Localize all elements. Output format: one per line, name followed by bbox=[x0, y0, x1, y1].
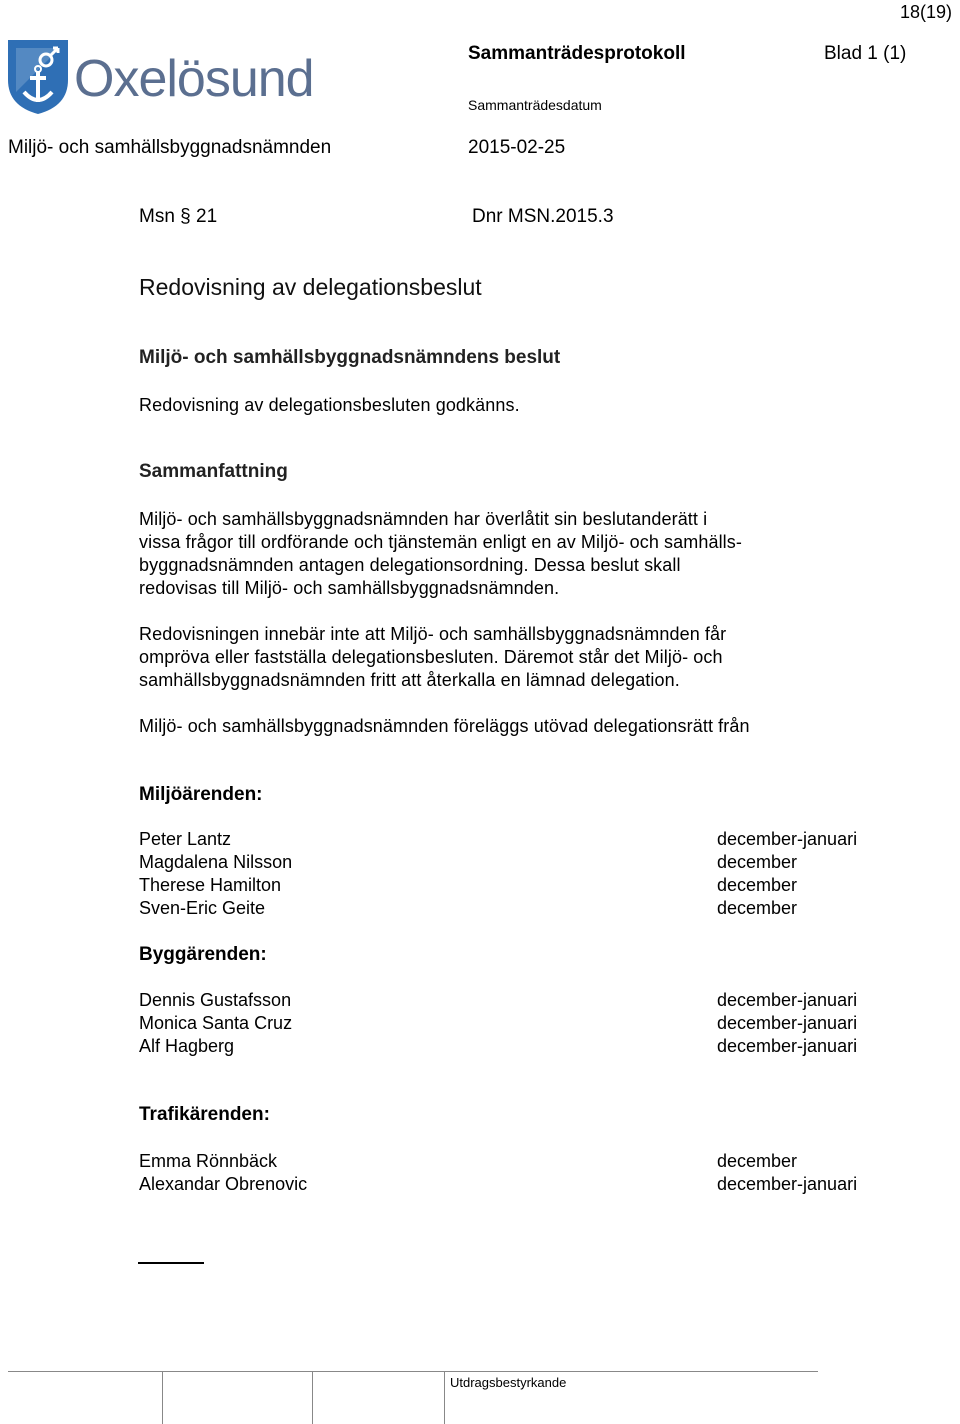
summary-heading: Sammanfattning bbox=[139, 461, 288, 482]
decision-text: Redovisning av delegationsbesluten godkänns. bbox=[139, 395, 520, 415]
delegate-period: december-januari bbox=[717, 1036, 858, 1056]
group-heading-environment: Miljöärenden: bbox=[139, 784, 263, 805]
coat-of-arms-icon bbox=[8, 40, 68, 114]
delegate-name: Magdalena Nilsson bbox=[139, 852, 293, 872]
delegate-period: december bbox=[717, 1151, 798, 1171]
delegate-name: Therese Hamilton bbox=[139, 875, 282, 895]
case-title: Redovisning av delegationsbeslut bbox=[139, 274, 482, 300]
signature-box-divider bbox=[312, 1371, 313, 1424]
committee-name: Miljö- och samhällsbyggnadsnämnden bbox=[8, 137, 332, 158]
delegate-name: Sven-Eric Geite bbox=[139, 898, 266, 918]
group-heading-building: Byggärenden: bbox=[139, 944, 267, 965]
sheet-number: Blad 1 (1) bbox=[824, 43, 907, 64]
delegate-period: december bbox=[717, 852, 798, 872]
delegate-name: Peter Lantz bbox=[139, 829, 232, 849]
delegate-name: Monica Santa Cruz bbox=[139, 1013, 293, 1033]
delegate-period: december-januari bbox=[717, 829, 858, 849]
delegate-period: december-januari bbox=[717, 1013, 858, 1033]
footer-divider bbox=[8, 1371, 818, 1372]
delegate-period: december-januari bbox=[717, 990, 858, 1010]
signature-box-divider bbox=[162, 1371, 163, 1424]
signature-box-divider bbox=[444, 1371, 445, 1424]
meeting-date: 2015-02-25 bbox=[468, 137, 566, 158]
delegate-name: Alf Hagberg bbox=[139, 1036, 235, 1056]
end-rule bbox=[138, 1262, 204, 1264]
delegate-period: december bbox=[717, 898, 798, 918]
decision-heading: Miljö- och samhällsbyggnadsnämndens beslut bbox=[139, 347, 561, 368]
summary-paragraph-1: Miljö- och samhällsbyggnadsnämnden har överlåtit sin beslutanderätt i vissa frågor till ordförande och tjänstemän enligt en av Miljö- och samhälls- byggnadsnämnden antagen delegationsordning. Dessa beslut skall redovisas till Miljö- och samhällsbyggnadsnämnden. bbox=[139, 509, 742, 598]
delegate-name: Alexandar Obrenovic bbox=[139, 1174, 308, 1194]
delegate-period: december-januari bbox=[717, 1174, 858, 1194]
group-heading-traffic: Trafikärenden: bbox=[139, 1104, 270, 1125]
summary-paragraph-3: Miljö- och samhällsbyggnadsnämnden föreläggs utövad delegationsrätt från bbox=[139, 716, 750, 736]
summary-paragraph-2: Redovisningen innebär inte att Miljö- och samhällsbyggnadsnämnden får ompröva eller fastställa delegationsbesluten. Däremot står det Miljö- och samhällsbyggnadsnämnden fritt att återkalla en lämnad delegation. bbox=[139, 624, 727, 690]
delegate-name: Emma Rönnbäck bbox=[139, 1151, 278, 1171]
certification-label: Utdragsbestyrkande bbox=[450, 1375, 567, 1390]
meeting-date-label: Sammanträdesdatum bbox=[468, 97, 602, 113]
section-number: Msn § 21 bbox=[139, 206, 218, 227]
logo-wordmark: Oxelösund bbox=[74, 50, 314, 108]
delegate-name: Dennis Gustafsson bbox=[139, 990, 292, 1010]
document-title: Sammanträdesprotokoll bbox=[468, 43, 686, 64]
page-counter: 18(19) bbox=[899, 2, 952, 22]
delegate-period: december bbox=[717, 875, 798, 895]
registration-number: Dnr MSN.2015.3 bbox=[472, 206, 614, 227]
